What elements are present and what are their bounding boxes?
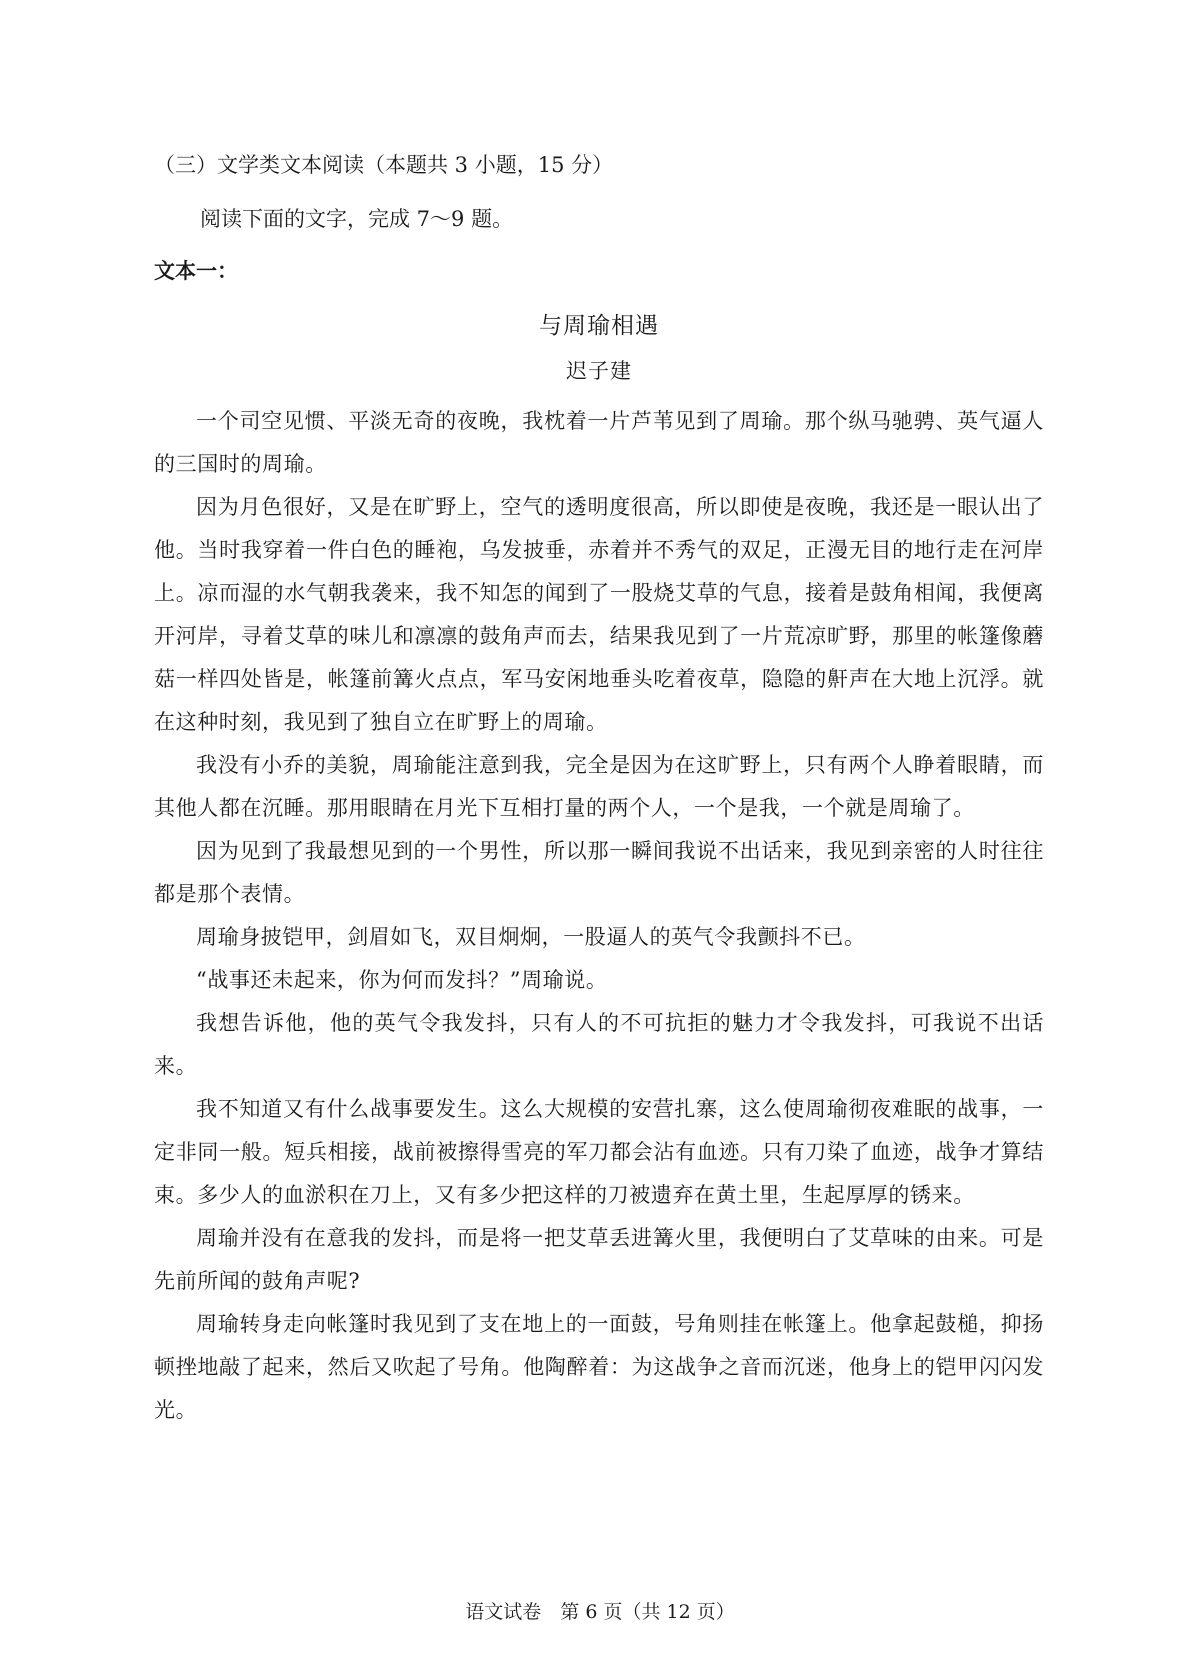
paragraph: 我想告诉他，他的英气令我发抖，只有人的不可抗拒的魅力才令我发抖，可我说不出话来。 [154, 1011, 1044, 1078]
paragraph: 因为见到了我最想见到的一个男性，所以那一瞬间我说不出话来，我见到亲密的人时往往都是那个表情。 [154, 839, 1044, 906]
paragraph: 周瑜身披铠甲，剑眉如飞，双目炯炯，一股逼人的英气令我颤抖不已。 [196, 925, 866, 949]
paragraph: “战事还未起来，你为何而发抖？”周瑜说。 [196, 968, 608, 992]
article-author: 迟子建 [566, 359, 632, 383]
paragraph: 周瑜并没有在意我的发抖，而是将一把艾草丢进篝火里，我便明白了艾草味的由来。可是先前所闻的鼓角声呢? [154, 1226, 1044, 1293]
exam-page-content [154, 150, 1044, 1432]
paragraph: 因为月色很好，又是在旷野上，空气的透明度很高，所以即使是夜晚，我还是一眼认出了他。当时我穿着一件白色的睡袍，乌发披垂，赤着并不秀气的双足，正漫无目的地行走在河岸上。凉而湿的水气朝我袭来，我不知怎的闻到了一股烧艾草的气息，接着是鼓角相闻，我便离开河岸，寻着艾草的味儿和凛凛的鼓角声而去，结果我见到了一片荒凉旷野，那里的帐篷像蘑菇一样四处皆是，帐篷前篝火点点，军马安闲地垂头吃着夜草，隐隐的鼾声在大地上沉浮。就在这种时刻，我见到了独自立在旷野上的周瑜。 [154, 495, 1044, 734]
paragraph: 一个司空见惯、平淡无奇的夜晚，我枕着一片芦苇见到了周瑜。那个纵马驰骋、英气逼人的三国时的周瑜。 [154, 409, 1044, 476]
reading-instruction: 阅读下面的文字，完成 7～9 题。 [200, 207, 514, 231]
article-title: 与周瑜相遇 [539, 313, 659, 339]
paragraph: 周瑜转身走向帐篷时我见到了支在地上的一面鼓，号角则挂在帐篷上。他拿起鼓槌，抑扬顿挫地敲了起来，然后又吹起了号角。他陶醉着：为这战争之音而沉迷，他身上的铠甲闪闪发光。 [154, 1312, 1044, 1422]
text-label: 文本一： [154, 259, 238, 283]
paragraph: 我不知道又有什么战事要发生。这么大规模的安营扎寨，这么使周瑜彻夜难眠的战事，一定非同一般。短兵相接，战前被擦得雪亮的军刀都会沾有血迹。只有刀染了血迹，战争才算结束。多少人的血淤积在刀上，又有多少把这样的刀被遗弃在黄土里，生起厚厚的锈来。 [154, 1097, 1044, 1207]
section-heading: （三）文学类文本阅读（本题共 3 小题，15 分） [154, 153, 614, 177]
page-footer: 语文试卷 第 6 页（共 12 页） [465, 1601, 735, 1623]
article-body [154, 400, 1044, 1432]
paragraph: 我没有小乔的美貌，周瑜能注意到我，完全是因为在这旷野上，只有两个人睁着眼睛，而其他人都在沉睡。那用眼睛在月光下互相打量的两个人，一个是我，一个就是周瑜了。 [154, 753, 1044, 820]
